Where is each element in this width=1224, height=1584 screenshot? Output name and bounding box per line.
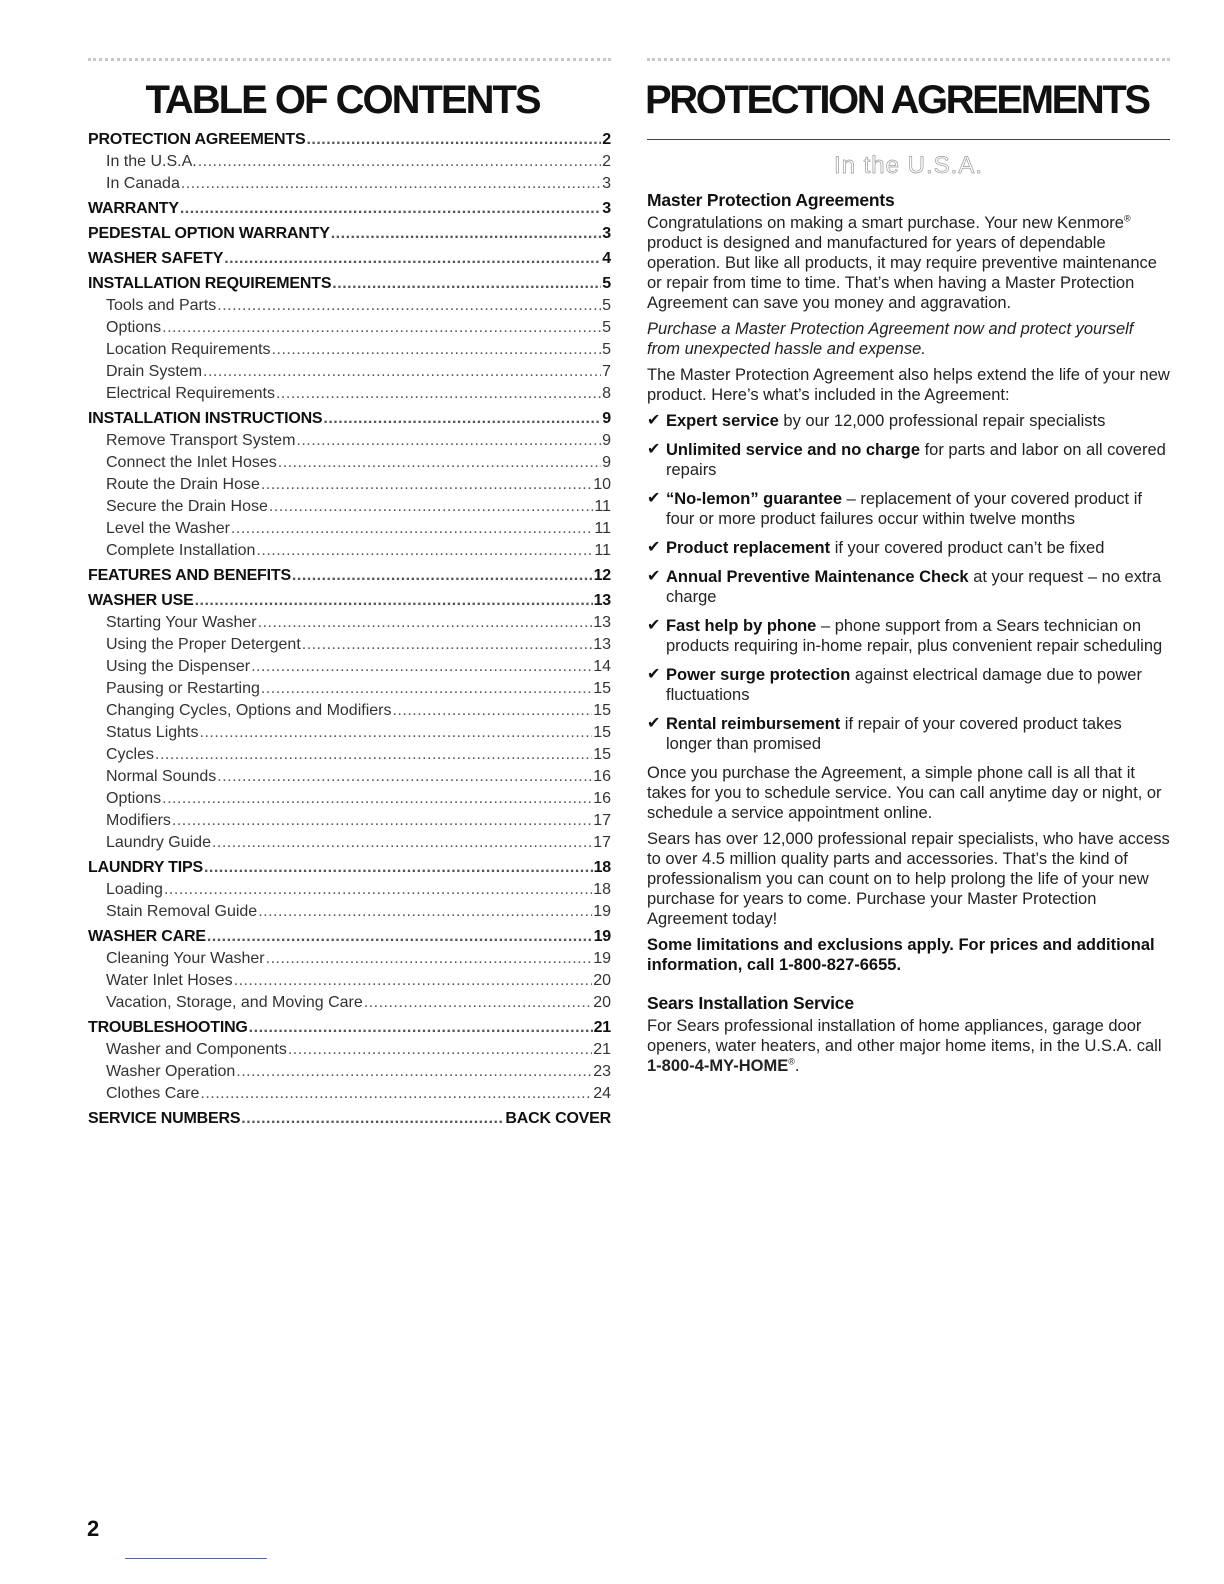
toc-subsection-entry [88, 518, 611, 540]
benefit-title: Rental reimbursement [666, 715, 841, 733]
toc-leader-dots [272, 339, 602, 361]
benefit-text: if your covered product can’t be fixed [830, 539, 1105, 557]
benefit-item [647, 714, 1170, 754]
benefit-text: by our 12,000 professional repair specialists [778, 412, 1106, 430]
benefit-item [647, 489, 1170, 529]
toc-section-entry [88, 1017, 611, 1039]
benefit-item [647, 616, 1170, 656]
toc-entry-label: Connect the Inlet Hoses [106, 454, 277, 471]
toc-subsection-entry [88, 948, 611, 970]
toc-section-entry [88, 590, 611, 612]
check-icon: ✔ [647, 412, 661, 429]
check-icon: ✔ [647, 539, 661, 556]
toc-entry-page: 11 [594, 498, 611, 515]
toc-leader-dots [392, 700, 592, 722]
toc-entry-label: Washer Operation [106, 1063, 236, 1080]
benefit-title: Annual Preventive Maintenance Check [666, 568, 969, 586]
toc-entry-page: 15 [593, 680, 611, 697]
benefit-item [647, 538, 1170, 558]
toc-entry-page: 13 [593, 592, 611, 609]
check-icon: ✔ [647, 715, 661, 732]
toc-entry-page: 17 [593, 812, 611, 829]
toc-entry-label: Stain Removal Guide [106, 903, 258, 920]
benefit-title: Fast help by phone [666, 617, 817, 635]
protection-title: PROTECTION AGREEMENTS [645, 78, 1149, 122]
toc-section-entry [88, 273, 611, 295]
toc-subsection-entry [88, 788, 611, 810]
toc-leader-dots [296, 430, 601, 452]
toc-entry-page: 2 [602, 131, 611, 148]
footer-rule [125, 1558, 267, 1559]
toc-entry-label: Water Inlet Hoses [106, 972, 233, 989]
master-italic: Purchase a Master Protection Agreement now and protect yourself from unexpected hassle and expense. [647, 320, 1134, 358]
toc-entry-label: Remove Transport System [106, 432, 296, 449]
toc-entry-label: Starting Your Washer [106, 614, 257, 631]
benefit-text: for parts and labor on all covered repairs [666, 441, 1166, 479]
toc-entry-label: Options [106, 790, 162, 807]
protection-column [647, 58, 1170, 1082]
region-subheader: In the U.S.A. [833, 152, 984, 179]
toc-leader-dots [164, 879, 592, 901]
benefit-text: at your request – no extra charge [666, 568, 1162, 606]
toc-subsection-entry [88, 317, 611, 339]
toc-entry-page: 5 [602, 275, 611, 292]
benefit-text: against electrical damage due to power fluctuations [666, 666, 1142, 704]
toc-entry-label: Cleaning Your Washer [106, 950, 265, 967]
toc-entry-label: In the U.S.A. [106, 153, 197, 170]
toc-subsection-entry [88, 361, 611, 383]
toc-entry-page: BACK COVER [505, 1110, 611, 1127]
toc-entry-page: 23 [593, 1063, 611, 1080]
master-limitations: Some limitations and exclusions apply. For prices and additional information, call 1-800-827-6655. [647, 936, 1155, 974]
toc-leader-dots [231, 518, 593, 540]
toc-leader-dots [172, 810, 592, 832]
toc-subsection-entry [88, 722, 611, 744]
title-rule [647, 139, 1170, 140]
toc-entry-label: PROTECTION AGREEMENTS [88, 131, 306, 148]
toc-entry-page: 15 [593, 702, 611, 719]
toc-leader-dots [276, 383, 601, 405]
toc-leader-dots [249, 1017, 593, 1039]
toc-leader-dots [234, 970, 593, 992]
toc-entry-page: 9 [602, 432, 611, 449]
benefit-text: if repair of your covered product takes longer than promised [666, 715, 1122, 753]
check-icon: ✔ [647, 617, 661, 634]
toc-leader-dots [292, 565, 593, 587]
benefit-title: Unlimited service and no charge [666, 441, 920, 459]
toc-entry-label: Normal Sounds [106, 768, 217, 785]
toc-entry-page: 5 [602, 341, 611, 358]
benefit-title: Power surge protection [666, 666, 851, 684]
toc-entry-label: Using the Dispenser [106, 658, 251, 675]
toc-leader-dots [256, 540, 593, 562]
toc-subsection-entry [88, 766, 611, 788]
toc-section-entry [88, 1108, 611, 1130]
toc-entry-page: 8 [602, 385, 611, 402]
toc-leader-dots [331, 223, 602, 245]
toc-subsection-entry [88, 612, 611, 634]
toc-entry-page: 11 [594, 520, 611, 537]
toc-entry-page: 20 [593, 972, 611, 989]
toc-entry-label: Modifiers [106, 812, 171, 829]
toc-leader-dots [155, 744, 592, 766]
toc-entry-page: 16 [593, 768, 611, 785]
toc-entry-label: WASHER SAFETY [88, 250, 224, 267]
toc-subsection-entry [88, 452, 611, 474]
toc-leader-dots [364, 992, 592, 1014]
check-icon: ✔ [647, 441, 661, 458]
toc-leader-dots [200, 722, 593, 744]
toc-leader-dots [241, 1108, 504, 1130]
toc-entry-page: 2 [602, 153, 611, 170]
toc-leader-dots [323, 408, 601, 430]
toc-subsection-entry [88, 295, 611, 317]
toc-entry-page: 18 [593, 881, 611, 898]
toc-entry-label: INSTALLATION REQUIREMENTS [88, 275, 332, 292]
toc-entry-page: 3 [602, 200, 611, 217]
toc-entry-page: 4 [602, 250, 611, 267]
toc-subsection-entry [88, 540, 611, 562]
installation-heading: Sears Installation Service [647, 993, 854, 1013]
toc-leader-dots [332, 273, 601, 295]
toc-entry-page: 17 [593, 834, 611, 851]
toc-subsection-entry [88, 810, 611, 832]
toc-section-entry [88, 198, 611, 220]
toc-entry-page: 21 [593, 1019, 611, 1036]
toc-entry-page: 10 [593, 476, 611, 493]
toc-entry-label: Route the Drain Hose [106, 476, 260, 493]
toc-leader-dots [306, 129, 601, 151]
toc-entry-label: INSTALLATION INSTRUCTIONS [88, 410, 323, 427]
toc-leader-dots [269, 496, 594, 518]
master-sears: Sears has over 12,000 professional repair specialists, who have access to over 4.5 million quality parts and accessories. That’s the kind of professionalism you can count on to help prolong the life of your new purchase for years to come. Purchase your Master Protection Agreement today! [647, 830, 1170, 928]
toc-leader-dots [258, 901, 592, 923]
installation-phone: 1-800-4-MY-HOME [647, 1057, 789, 1075]
toc-entry-label: Loading [106, 881, 163, 898]
toc-subsection-entry [88, 744, 611, 766]
toc-section-entry [88, 223, 611, 245]
benefit-text: – replacement of your covered product if four or more product failures occur within twelve months [666, 490, 1142, 528]
toc-entry-label: Changing Cycles, Options and Modifiers [106, 702, 392, 719]
toc-entry-label: WASHER CARE [88, 928, 206, 945]
toc-entry-label: WARRANTY [88, 200, 179, 217]
toc-list [88, 129, 611, 1130]
toc-subsection-entry [88, 474, 611, 496]
toc-entry-page: 9 [602, 454, 611, 471]
toc-leader-dots [261, 474, 592, 496]
toc-entry-page: 19 [593, 928, 611, 945]
toc-subsection-entry [88, 992, 611, 1014]
toc-entry-page: 9 [602, 410, 611, 427]
toc-entry-page: 19 [593, 903, 611, 920]
benefit-item [647, 411, 1170, 431]
toc-leader-dots [302, 634, 592, 656]
toc-entry-label: TROUBLESHOOTING [88, 1019, 248, 1036]
toc-entry-page: 13 [593, 614, 611, 631]
toc-subsection-entry [88, 1061, 611, 1083]
toc-leader-dots [236, 1061, 592, 1083]
toc-entry-page: 15 [593, 724, 611, 741]
toc-entry-label: Level the Washer [106, 520, 230, 537]
toc-leader-dots [261, 678, 592, 700]
toc-entry-label: In Canada [106, 175, 180, 192]
toc-entry-page: 20 [593, 994, 611, 1011]
toc-subsection-entry [88, 634, 611, 656]
toc-leader-dots [162, 788, 592, 810]
toc-leader-dots [224, 248, 601, 270]
toc-entry-page: 19 [593, 950, 611, 967]
toc-entry-page: 14 [593, 658, 611, 675]
toc-entry-label: FEATURES AND BENEFITS [88, 567, 291, 584]
top-dotted-rule [647, 58, 1170, 61]
toc-entry-page: 7 [602, 363, 611, 380]
master-once: Once you purchase the Agreement, a simple phone call is all that it takes for you to schedule service. You can call anytime day or night, or schedule a service appointment online. [647, 764, 1162, 822]
toc-leader-dots [217, 295, 601, 317]
benefit-text: – phone support from a Sears technician on products requiring in-home repair, plus convenient repair scheduling [666, 617, 1163, 655]
toc-column [88, 58, 611, 1130]
master-extend: The Master Protection Agreement also helps extend the life of your new product. Here’s what’s included in the Agreement: [647, 366, 1170, 404]
toc-entry-label: Washer and Components [106, 1041, 287, 1058]
toc-entry-page: 24 [593, 1085, 611, 1102]
benefit-item [647, 665, 1170, 705]
page-number: 2 [87, 1516, 100, 1541]
toc-entry-label: Using the Proper Detergent [106, 636, 301, 653]
benefits-checklist [647, 411, 1170, 754]
toc-entry-label: Electrical Requirements [106, 385, 275, 402]
toc-section-entry [88, 857, 611, 879]
toc-entry-page: 3 [602, 175, 611, 192]
toc-entry-page: 12 [593, 567, 611, 584]
toc-entry-label: SERVICE NUMBERS [88, 1110, 241, 1127]
toc-subsection-entry [88, 901, 611, 923]
toc-subsection-entry [88, 832, 611, 854]
toc-entry-label: Clothes Care [106, 1085, 200, 1102]
toc-entry-label: Cycles [106, 746, 155, 763]
toc-section-entry [88, 926, 611, 948]
toc-entry-label: Tools and Parts [106, 297, 217, 314]
toc-section-entry [88, 129, 611, 151]
master-heading: Master Protection Agreements [647, 190, 895, 210]
toc-section-entry [88, 408, 611, 430]
toc-subsection-entry [88, 496, 611, 518]
benefit-item [647, 567, 1170, 607]
toc-leader-dots [251, 656, 592, 678]
toc-title: TABLE OF CONTENTS [145, 78, 540, 122]
toc-entry-page: 16 [593, 790, 611, 807]
toc-entry-label: Status Lights [106, 724, 199, 741]
toc-section-entry [88, 565, 611, 587]
toc-entry-page: 11 [594, 542, 611, 559]
toc-entry-label: WASHER USE [88, 592, 194, 609]
toc-entry-label: LAUNDRY TIPS [88, 859, 203, 876]
check-icon: ✔ [647, 568, 661, 585]
toc-entry-label: Secure the Drain Hose [106, 498, 268, 515]
toc-subsection-entry [88, 1083, 611, 1105]
benefit-item [647, 440, 1170, 480]
toc-entry-page: 21 [593, 1041, 611, 1058]
benefit-title: Expert service [666, 412, 779, 430]
toc-leader-dots [207, 926, 593, 948]
toc-entry-page: 3 [602, 225, 611, 242]
toc-subsection-entry [88, 1039, 611, 1061]
toc-leader-dots [200, 1083, 592, 1105]
toc-subsection-entry [88, 173, 611, 195]
toc-entry-label: Laundry Guide [106, 834, 211, 851]
registered-mark: ® [1123, 213, 1131, 224]
toc-leader-dots [266, 948, 593, 970]
toc-subsection-entry [88, 383, 611, 405]
benefit-title: “No-lemon” guarantee [666, 490, 843, 508]
toc-leader-dots [180, 198, 601, 220]
toc-entry-page: 5 [602, 297, 611, 314]
master-intro: Congratulations on making a smart purchase. Your new Kenmore® product is designed and manufactured for years of dependable operation. But like all products, it may require preventive maintenance or repair from time to time. That’s when having a Master Protection Agreement can save you money and aggravation. [647, 213, 1157, 312]
toc-subsection-entry [88, 970, 611, 992]
toc-leader-dots [288, 1039, 592, 1061]
benefit-title: Product replacement [666, 539, 831, 557]
toc-subsection-entry [88, 430, 611, 452]
toc-subsection-entry [88, 151, 611, 173]
toc-subsection-entry [88, 678, 611, 700]
toc-subsection-entry [88, 339, 611, 361]
toc-entry-page: 5 [602, 319, 611, 336]
toc-entry-label: Location Requirements [106, 341, 271, 358]
toc-leader-dots [217, 766, 592, 788]
toc-leader-dots [278, 452, 601, 474]
toc-entry-label: Vacation, Storage, and Moving Care [106, 994, 363, 1011]
toc-leader-dots [204, 857, 593, 879]
toc-leader-dots [258, 612, 593, 634]
toc-leader-dots [195, 590, 593, 612]
toc-entry-page: 18 [593, 859, 611, 876]
toc-entry-label: Options [106, 319, 162, 336]
toc-subsection-entry [88, 656, 611, 678]
installation-text: For Sears professional installation of home appliances, garage door openers, water heaters, and other major home items, in the U.S.A. call 1-800-4-MY-HOME®. [647, 1017, 1162, 1075]
check-icon: ✔ [647, 490, 661, 507]
toc-leader-dots [203, 361, 601, 383]
toc-leader-dots [212, 832, 592, 854]
toc-leader-dots [181, 173, 601, 195]
toc-entry-label: Pausing or Restarting [106, 680, 260, 697]
check-icon: ✔ [647, 666, 661, 683]
toc-leader-dots [162, 317, 601, 339]
toc-entry-page: 15 [593, 746, 611, 763]
toc-entry-label: Complete Installation [106, 542, 256, 559]
toc-subsection-entry [88, 700, 611, 722]
toc-leader-dots [198, 151, 601, 173]
toc-section-entry [88, 248, 611, 270]
toc-entry-label: PEDESTAL OPTION WARRANTY [88, 225, 330, 242]
toc-entry-label: Drain System [106, 363, 203, 380]
top-dotted-rule [88, 58, 611, 61]
toc-entry-page: 13 [593, 636, 611, 653]
toc-subsection-entry [88, 879, 611, 901]
